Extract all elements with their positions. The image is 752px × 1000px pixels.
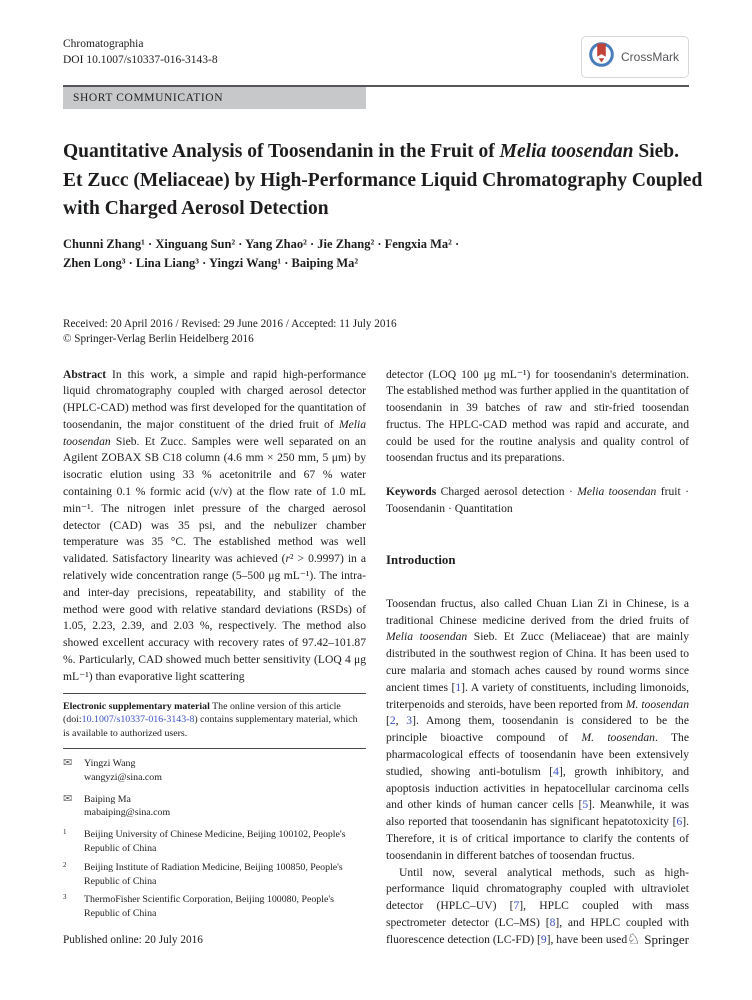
text-run: Melia toosendan xyxy=(499,141,634,162)
inline-link[interactable]: 5 xyxy=(582,798,589,812)
envelope-icon: ✉ xyxy=(63,757,73,770)
left-column xyxy=(63,367,366,949)
text-run: Melia toosendan xyxy=(63,417,366,448)
introduction-heading: Introduction xyxy=(386,552,456,567)
text-run: ) contains supplementary material, which is available to authorized users. xyxy=(63,714,358,740)
springer-horse-icon: ♘ xyxy=(626,931,641,948)
text-run: Melia toosendan xyxy=(386,630,468,644)
text-run: ]. Meanwhile, it was also reported that toosendanin has significant hepatotoxicity [ xyxy=(386,798,689,829)
inline-link[interactable]: 9 xyxy=(540,932,547,946)
article-type-banner xyxy=(63,87,366,109)
text-run: detector (LOQ 100 μg mL⁻¹) for toosendanin's determination. The established method was further applied in the quantitation of toosendanin in 39 batches of raw and stir-fried toosendan fructus. The HPLC-CAD method was rapid and accurate, and could be used for the routine analysis and quality control of toosendan fructus and its preparations. xyxy=(386,367,689,465)
abstract-part-2 xyxy=(386,367,689,468)
page-footer xyxy=(63,932,689,948)
correspondence-text xyxy=(84,793,170,821)
introduction-paragraph-1 xyxy=(386,596,689,865)
affiliation-marker: 2 xyxy=(63,861,67,869)
correspondent-name: Baiping Ma xyxy=(84,793,131,805)
affiliation-marker: 1 xyxy=(63,829,67,837)
inline-link[interactable]: 1 xyxy=(455,680,462,694)
text-run: ], growth inhibitory, and apoptosis induction activities in hepatocellular carcinoma cells and other kinds of human cancer cells [ xyxy=(386,764,689,812)
article-history xyxy=(63,317,689,348)
abstract-part-1 xyxy=(63,367,366,686)
text-run: M. toosendan xyxy=(581,731,655,745)
inline-link[interactable]: 2 xyxy=(389,714,396,728)
crossmark-badge[interactable] xyxy=(581,36,689,78)
affiliation-text: Beijing Institute of Radiation Medicine, Beijing 100850, People's Republic of China xyxy=(84,861,343,887)
text-run: . The pharmacological effects of toosendanin have been extensively studied, showing anti-botulism [ xyxy=(386,731,689,778)
page-header xyxy=(63,36,689,78)
text-run: In this work, a simple and rapid high-performance liquid chromatography coupled with charged aerosol detector (HPLC-CAD) method was first developed for the quantitation of toosendanin, the major constituent of the dried fruit of xyxy=(63,367,366,431)
inline-link[interactable]: 4 xyxy=(553,764,559,778)
inline-link[interactable]: 3 xyxy=(406,714,413,728)
crossmark-icon xyxy=(588,41,615,73)
text-run: Sieb. Et Zucc (Meliaceae) by High-Performance Liquid Chromatography Coupled with Charged Aerosol Detection xyxy=(63,141,703,219)
correspondence-list xyxy=(63,749,366,820)
journal-info xyxy=(63,36,218,68)
doi-line: DOI 10.1007/s10337-016-3143-8 xyxy=(63,54,218,66)
article-title xyxy=(63,138,703,224)
text-run: ² > 0.9997) in a relatively wide concentration range (5–500 μg mL⁻¹). The intra- and inter-day precisions, repeatability, and stability of the method were good with relative standard deviations (RSDs) of 1.05, 2.23, 2.39, and 2.03 %, respectively. The method also showed excellent accuracy with recovery rates of 97.42–101.87 %. Particularly, CAD showed much better sensitivity (LOQ 4 μg mL⁻¹) than evaporative light scattering xyxy=(63,552,366,683)
text-run: Sieb. Et Zucc. Samples were well separated on an Agilent ZOBAX SB C18 column (4.6 mm × 250 mm, 5 μm) by isocratic elution using 33 % acetonitrile and 67 % water containing 0.1 % formic acid (v/v) at the flow rate of 1.0 mL min⁻¹. The nitrogen inlet pressure of the charged aerosol detector (CAD) was 35 psi, and the nebulizer chamber temperature was 35 °C. The established method was well validated. Satisfactory linearity was achieved ( xyxy=(63,434,366,566)
correspondence-entry xyxy=(63,793,366,821)
text-run: Keywords xyxy=(386,485,437,499)
text-run: [ xyxy=(386,714,390,728)
text-run: Melia toosendan xyxy=(577,485,657,499)
text-run: Charged aerosol detection · xyxy=(436,485,578,499)
author-line-1: Chunni Zhang¹ · Xinguang Sun² · Yang Zhao² · Jie Zhang² · Fengxia Ma² · xyxy=(63,236,460,251)
springer-logo-text: Springer xyxy=(644,932,689,947)
envelope-icon: ✉ xyxy=(63,792,73,805)
affiliation-list xyxy=(63,828,366,921)
text-run: , xyxy=(395,714,407,728)
journal-name: Chromatographia xyxy=(63,38,144,50)
affiliation-item xyxy=(63,861,366,889)
keywords xyxy=(386,484,689,518)
text-run: The online version of this article (doi: xyxy=(63,700,341,726)
text-run: ]. Among them, toosendanin is considered to be the principle bioactive compound of xyxy=(386,714,689,745)
footnote-block xyxy=(63,693,366,921)
author-list xyxy=(63,235,689,273)
text-run: Electronic supplementary material xyxy=(63,700,210,712)
correspondent-email[interactable]: mabaiping@sina.com xyxy=(84,807,171,819)
text-run: fruit · Toosendanin · Quantitation xyxy=(386,485,689,516)
esm-note xyxy=(63,694,366,748)
affiliation-item xyxy=(63,828,366,856)
correspondent-email[interactable]: wangyzi@sina.com xyxy=(84,771,162,783)
text-run: r xyxy=(285,552,291,566)
inline-link[interactable]: 8 xyxy=(549,916,556,930)
text-run: Until now, several analytical methods, such as high-performance liquid chromatography coupled with ultraviolet detector (HPLC–UV) [ xyxy=(386,865,689,913)
text-run: Abstract xyxy=(63,367,107,381)
affiliation-item xyxy=(63,893,366,921)
springer-logo xyxy=(627,932,689,948)
received-revised-accepted: Received: 20 April 2016 / Revised: 29 June 2016 / Accepted: 11 July 2016 xyxy=(63,317,397,330)
text-run: Sieb. Et Zucc (Meliaceae) that are mainly distributed in the southwest region of China. It has been used to cure malaria and stomach aches caused by round worms since ancient times [ xyxy=(386,630,689,694)
correspondence-entry xyxy=(63,757,366,785)
inline-link[interactable]: 10.1007/s10337-016-3143-8 xyxy=(81,714,195,726)
text-run: M. toosendan xyxy=(625,697,689,711)
right-column xyxy=(386,367,689,949)
correspondent-name: Yingzi Wang xyxy=(84,758,136,770)
author-line-2: Zhen Long³ · Lina Liang³ · Yingzi Wang¹ · Baiping Ma² xyxy=(63,255,359,270)
text-run: ]. A variety of constituents, including limonoids, triterpenoids and steroids, have been reported from xyxy=(386,680,689,711)
crossmark-label: CrossMark xyxy=(620,50,679,64)
copyright-line: © Springer-Verlag Berlin Heidelberg 2016 xyxy=(63,333,254,345)
correspondence-text xyxy=(84,757,162,785)
two-column-body xyxy=(63,367,689,949)
affiliation-marker: 3 xyxy=(63,894,67,902)
text-run: Toosendan fructus, also called Chuan Lian Zi in Chinese, is a traditional Chinese medicine derived from the dried fruits of xyxy=(386,596,689,627)
text-run: ], HPLC coupled with mass spectrometer detector (LC–MS) [ xyxy=(386,899,689,930)
text-run: ], have been used xyxy=(546,932,628,946)
published-online: Published online: 20 July 2016 xyxy=(63,934,203,946)
inline-link[interactable]: 6 xyxy=(676,815,683,829)
text-run: ]. Therefore, it is of critical importance to clarify the contents of toosendanin in different batches of toosendan fructus. xyxy=(386,815,689,862)
inline-link[interactable]: 7 xyxy=(513,899,520,913)
affiliation-text: Beijing University of Chinese Medicine, Beijing 100102, People's Republic of China xyxy=(84,829,346,855)
text-run: ], and HPLC coupled with fluorescence detection (LC-FD) [ xyxy=(386,916,689,946)
affiliation-text: ThermoFisher Scientific Corporation, Beijing 100080, People's Republic of China xyxy=(84,894,334,920)
text-run: Quantitative Analysis of Toosendanin in the Fruit of xyxy=(63,141,500,162)
article-type-label: SHORT COMMUNICATION xyxy=(73,92,224,104)
